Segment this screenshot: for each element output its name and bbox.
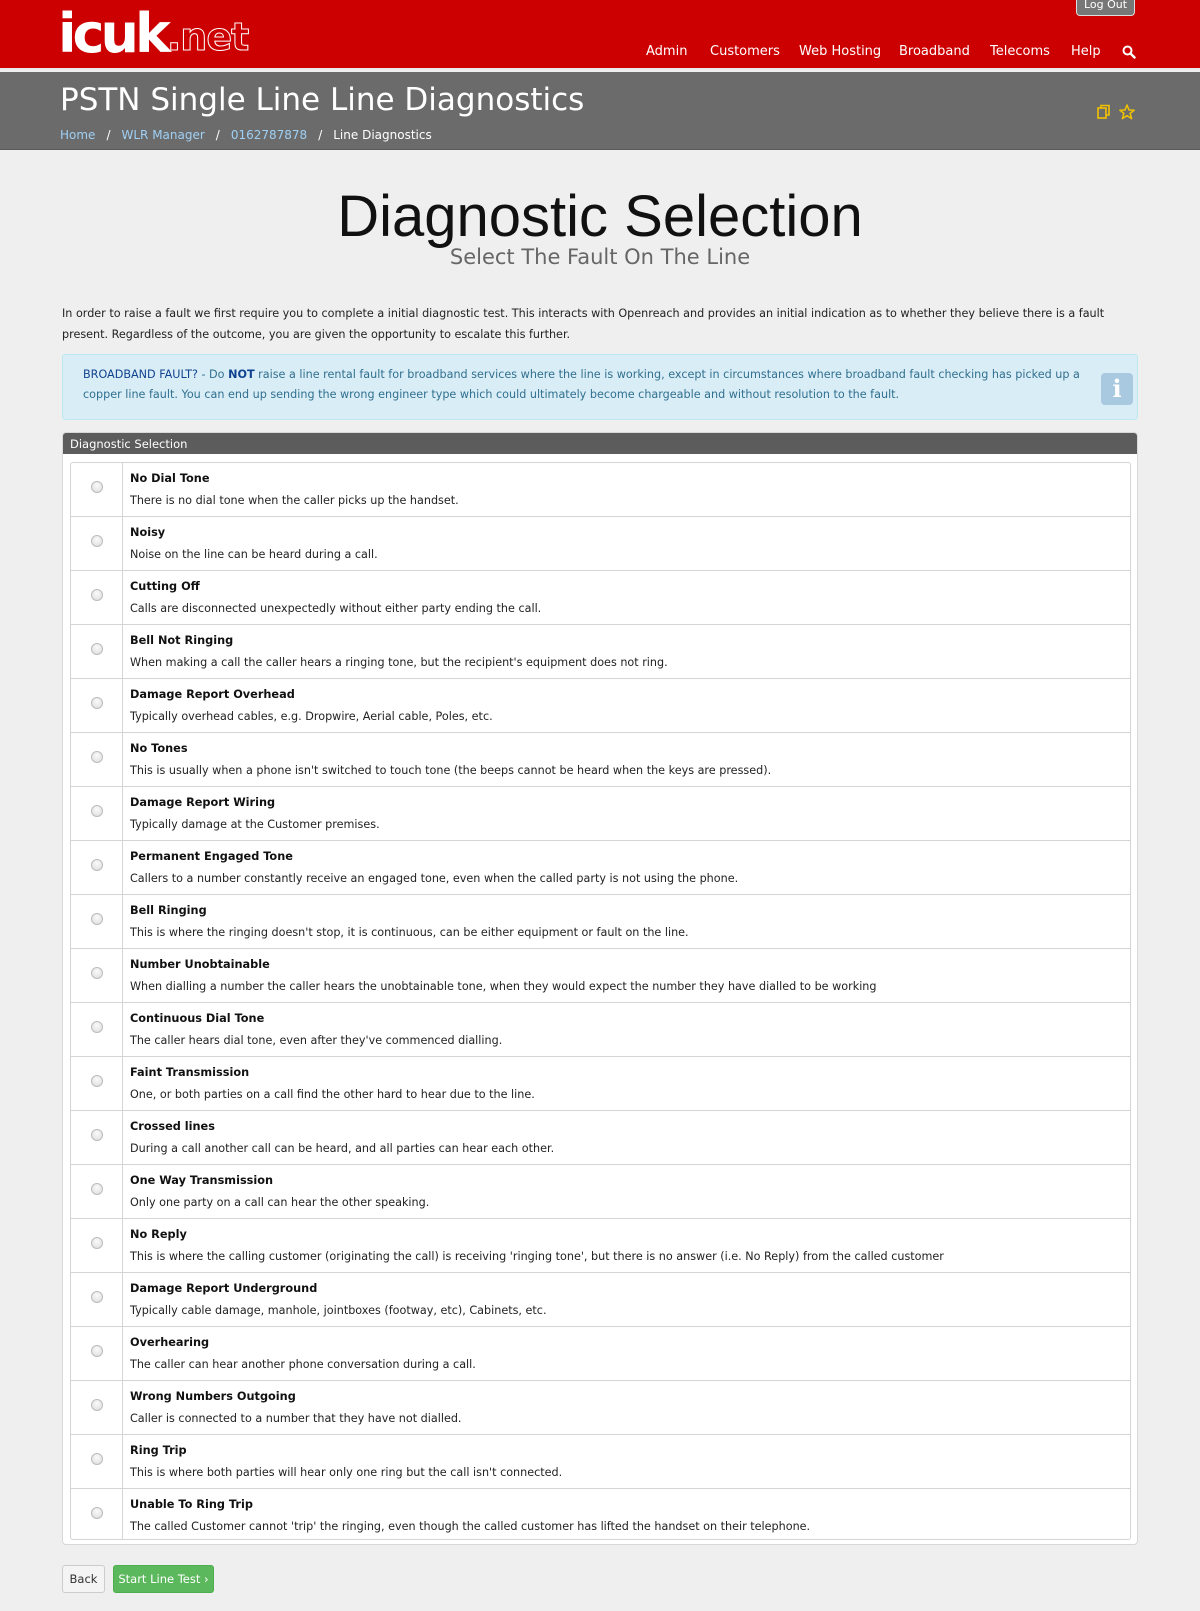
- option-radio[interactable]: [91, 1237, 103, 1249]
- option-description: Only one party on a call can hear the other speaking.: [130, 1196, 430, 1209]
- option-description: When making a call the caller hears a ringing tone, but the recipient's equipment does not ring.: [130, 656, 668, 669]
- option-title: Overhearing: [130, 1336, 210, 1349]
- option-radio[interactable]: [91, 913, 103, 925]
- radio-cell: [71, 463, 123, 516]
- diagnostic-option-row[interactable]: [71, 949, 1130, 1003]
- diagnostic-option-row[interactable]: [71, 1435, 1130, 1489]
- option-radio[interactable]: [91, 589, 103, 601]
- option-radio[interactable]: [91, 481, 103, 493]
- option-title: Cutting Off: [130, 580, 200, 593]
- nav-web-hosting[interactable]: Web Hosting: [799, 44, 882, 59]
- diagnostic-option-row[interactable]: [71, 1327, 1130, 1381]
- option-radio[interactable]: [91, 643, 103, 655]
- breadcrumb-separator: /: [106, 128, 111, 142]
- option-title: Ring Trip: [130, 1444, 187, 1457]
- option-title: Bell Not Ringing: [130, 634, 234, 647]
- diagnostic-option-row[interactable]: [71, 733, 1130, 787]
- radio-cell: [71, 625, 123, 678]
- option-radio[interactable]: [91, 859, 103, 871]
- option-description: This is where the calling customer (originating the call) is receiving 'ringing tone', but there is no answer (i.e. No Reply) from the called customer: [130, 1250, 944, 1263]
- option-radio[interactable]: [91, 751, 103, 763]
- breadcrumb: [60, 128, 432, 142]
- diagnostic-option-row[interactable]: [71, 1381, 1130, 1435]
- nav-help[interactable]: Help: [1071, 44, 1101, 59]
- page-header: [0, 72, 1200, 150]
- breadcrumb-line-number[interactable]: 0162787878: [230, 128, 308, 142]
- option-title: Bell Ringing: [130, 904, 207, 917]
- option-radio[interactable]: [91, 1399, 103, 1411]
- option-radio[interactable]: [91, 1075, 103, 1087]
- option-description: During a call another call can be heard, and all parties can hear each other.: [130, 1142, 555, 1155]
- alert-strong: NOT: [228, 368, 255, 381]
- radio-cell: [71, 1111, 123, 1164]
- copy-icon[interactable]: [1096, 104, 1112, 120]
- option-description: One, or both parties on a call find the other hard to hear due to the line.: [130, 1088, 535, 1101]
- radio-cell: [71, 679, 123, 732]
- option-radio[interactable]: [91, 805, 103, 817]
- breadcrumb-current: Line Diagnostics: [333, 128, 432, 142]
- star-icon[interactable]: [1119, 104, 1135, 120]
- option-description: When dialling a number the caller hears the unobtainable tone, when they would expect the number they have dialled to be working: [130, 980, 877, 993]
- radio-cell: [71, 1003, 123, 1056]
- alert-rest: raise a line rental fault for broadband services where the line is working, except in circumstances where broadband fault checking has picked up a copper line fault. You can end up sending the wrong engineer type which could ultimately become chargeable and without resolution to the fault.: [83, 368, 1080, 401]
- diagnostic-option-row[interactable]: [71, 1111, 1130, 1165]
- option-title: No Tones: [130, 742, 188, 755]
- breadcrumb-wlr-manager[interactable]: WLR Manager: [121, 128, 205, 142]
- option-title: Unable To Ring Trip: [130, 1498, 253, 1511]
- diagnostic-option-row[interactable]: [71, 895, 1130, 949]
- option-radio[interactable]: [91, 1507, 103, 1519]
- option-description: The caller can hear another phone conversation during a call.: [130, 1358, 476, 1371]
- option-radio[interactable]: [91, 1453, 103, 1465]
- broadband-fault-alert: [62, 354, 1138, 420]
- alert-pre: - Do: [197, 368, 229, 381]
- option-radio[interactable]: [91, 1291, 103, 1303]
- radio-cell: [71, 571, 123, 624]
- option-title: Crossed lines: [130, 1120, 215, 1133]
- option-description: This is usually when a phone isn't switched to touch tone (the beeps cannot be heard when the keys are pressed).: [130, 764, 772, 777]
- radio-cell: [71, 841, 123, 894]
- option-description: Caller is connected to a number that they have not dialled.: [130, 1412, 462, 1425]
- search-icon[interactable]: [1122, 45, 1136, 59]
- radio-cell: [71, 949, 123, 1002]
- option-radio[interactable]: [91, 1345, 103, 1357]
- radio-cell: [71, 1057, 123, 1110]
- option-title: Continuous Dial Tone: [130, 1012, 265, 1025]
- option-title: Damage Report Underground: [130, 1282, 318, 1295]
- option-description: Noise on the line can be heard during a call.: [130, 548, 378, 561]
- nav-telecoms[interactable]: Telecoms: [990, 44, 1050, 59]
- option-radio[interactable]: [91, 967, 103, 979]
- radio-cell: [71, 1381, 123, 1434]
- radio-cell: [71, 895, 123, 948]
- diagnostic-options-list: [70, 462, 1131, 1540]
- diagnostic-option-row[interactable]: [71, 679, 1130, 733]
- nav-customers[interactable]: Customers: [710, 44, 780, 59]
- option-description: Calls are disconnected unexpectedly without either party ending the call.: [130, 602, 542, 615]
- option-radio[interactable]: [91, 1129, 103, 1141]
- back-button[interactable]: Back: [62, 1565, 105, 1593]
- option-description: The called Customer cannot 'trip' the ringing, even though the called customer has lifted the handset on their telephone.: [130, 1520, 811, 1533]
- nav-broadband[interactable]: Broadband: [899, 44, 970, 59]
- breadcrumb-home[interactable]: Home: [60, 128, 96, 142]
- option-title: No Dial Tone: [130, 472, 210, 485]
- option-description: Typically damage at the Customer premises.: [130, 818, 380, 831]
- nav-admin[interactable]: Admin: [646, 44, 688, 59]
- diagnostic-option-row[interactable]: [71, 571, 1130, 625]
- option-radio[interactable]: [91, 1021, 103, 1033]
- diagnostic-option-row[interactable]: [71, 787, 1130, 841]
- diagnostic-panel: [62, 432, 1138, 1545]
- diagnostic-option-row[interactable]: [71, 841, 1130, 895]
- breadcrumb-separator: /: [318, 128, 323, 142]
- diagnostic-option-row[interactable]: [71, 1219, 1130, 1273]
- radio-cell: [71, 1327, 123, 1380]
- radio-cell: [71, 1489, 123, 1540]
- alert-lead: BROADBAND FAULT?: [83, 368, 198, 381]
- option-title: One Way Transmission: [130, 1174, 274, 1187]
- radio-cell: [71, 787, 123, 840]
- option-description: Callers to a number constantly receive an engaged tone, even when the called party is not using the phone.: [130, 872, 739, 885]
- logout-button[interactable]: Log Out: [1076, 0, 1135, 16]
- alert-text: [83, 365, 1083, 405]
- radio-cell: [71, 1219, 123, 1272]
- radio-cell: [71, 1435, 123, 1488]
- breadcrumb-separator: /: [215, 128, 220, 142]
- option-radio[interactable]: [91, 1183, 103, 1195]
- option-description: Typically overhead cables, e.g. Dropwire, Aerial cable, Poles, etc.: [130, 710, 493, 723]
- panel-title: Diagnostic Selection: [63, 433, 1137, 454]
- option-title: Permanent Engaged Tone: [130, 850, 293, 863]
- diagnostic-subheading: Select The Fault On The Line: [449, 245, 751, 269]
- start-line-test-button[interactable]: [113, 1565, 214, 1593]
- logo-suffix-text: .net: [166, 15, 249, 59]
- option-title: Damage Report Overhead: [130, 688, 295, 701]
- radio-cell: [71, 733, 123, 786]
- option-title: No Reply: [130, 1228, 187, 1241]
- option-radio[interactable]: [91, 535, 103, 547]
- option-description: Typically cable damage, manhole, jointboxes (footway, etc), Cabinets, etc.: [130, 1304, 547, 1317]
- option-title: Noisy: [130, 526, 166, 539]
- chevron-right-icon: ›: [204, 1572, 209, 1586]
- intro-paragraph: In order to raise a fault we first require you to complete a initial diagnostic test. This interacts with Openreach and provides an initial indication as to whether they believe there is a fault present. Regardless of the outcome, you are given the opportunity to escalate this further.: [62, 307, 1105, 341]
- option-description: The caller hears dial tone, even after they've commenced dialling.: [130, 1034, 503, 1047]
- diagnostic-option-row[interactable]: [71, 1273, 1130, 1327]
- diagnostic-option-row[interactable]: [71, 1003, 1130, 1057]
- start-line-test-label: Start Line Test: [118, 1572, 201, 1586]
- top-navbar: [0, 0, 1200, 70]
- diagnostic-option-row[interactable]: [71, 625, 1130, 679]
- info-icon: i: [1101, 373, 1133, 405]
- option-title: Faint Transmission: [130, 1066, 250, 1079]
- option-description: This is where both parties will hear only one ring but the call isn't connected.: [130, 1466, 563, 1479]
- option-description: There is no dial tone when the caller picks up the handset.: [130, 494, 459, 507]
- option-title: Damage Report Wiring: [130, 796, 276, 809]
- option-title: Number Unobtainable: [130, 958, 270, 971]
- diagnostic-option-row[interactable]: [71, 1489, 1130, 1540]
- logo-main-text: icuk: [58, 2, 167, 65]
- radio-cell: [71, 1165, 123, 1218]
- diagnostic-heading: Diagnostic Selection: [337, 184, 863, 249]
- radio-cell: [71, 1273, 123, 1326]
- option-title: Wrong Numbers Outgoing: [130, 1390, 296, 1403]
- main-nav: [0, 44, 1200, 62]
- radio-cell: [71, 517, 123, 570]
- diagnostic-option-row[interactable]: [71, 1165, 1130, 1219]
- option-radio[interactable]: [91, 697, 103, 709]
- diagnostic-option-row[interactable]: [71, 1057, 1130, 1111]
- diagnostic-option-row[interactable]: [71, 463, 1130, 517]
- page-title: PSTN Single Line Line Diagnostics: [60, 82, 585, 118]
- option-description: This is where the ringing doesn't stop, it is continuous, can be either equipment or fault on the line.: [130, 926, 689, 939]
- diagnostic-option-row[interactable]: [71, 517, 1130, 571]
